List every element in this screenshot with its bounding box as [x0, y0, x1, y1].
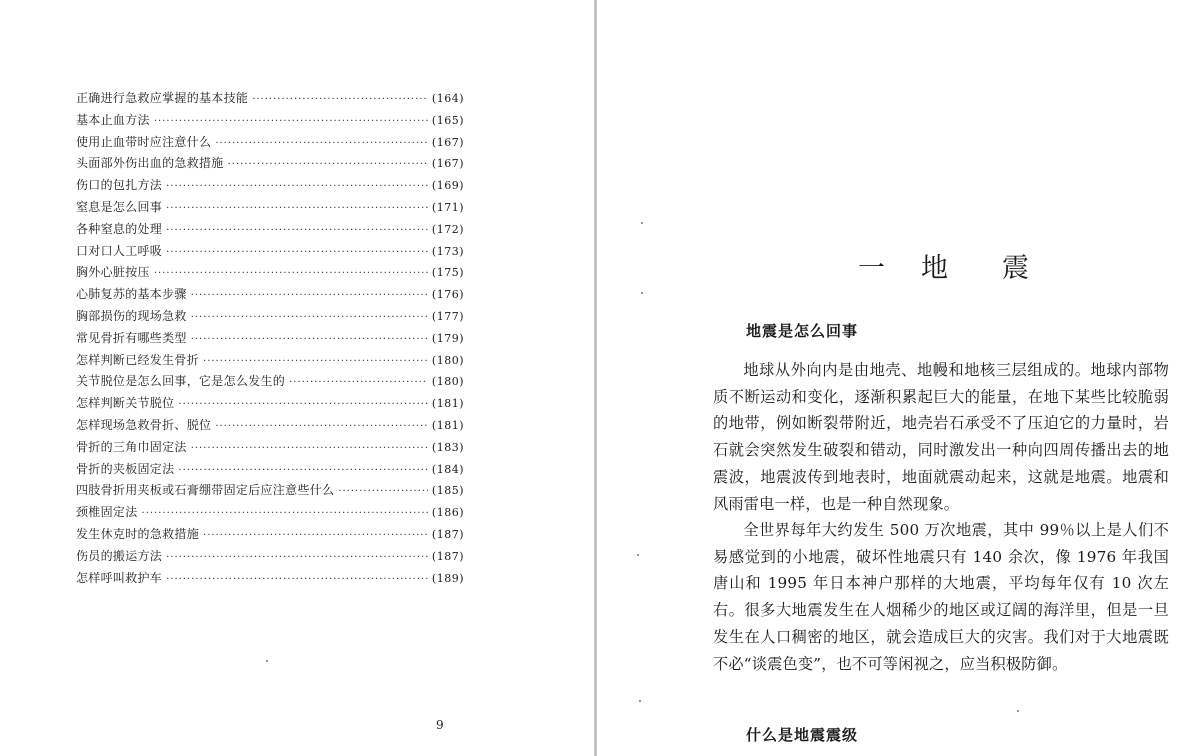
scan-speck — [637, 554, 639, 556]
toc-entry-page: (187) — [431, 549, 464, 563]
toc-entry — [76, 328, 464, 350]
toc-entry — [76, 110, 464, 132]
chapter-title-char-1: 地 — [921, 253, 948, 284]
toc-entry — [76, 284, 464, 306]
toc-entry-page: (183) — [431, 440, 464, 454]
chapter-number: 一 — [858, 253, 885, 284]
toc-entry-page: (167) — [431, 135, 464, 149]
toc-entry-page: (171) — [431, 200, 464, 214]
toc-entry-page: (181) — [431, 397, 464, 411]
chapter-title-char-2: 震 — [1002, 253, 1029, 284]
toc-leader-dots — [203, 525, 428, 547]
toc-entry-title: 怎样现场急救骨折、脱位 — [76, 417, 212, 432]
toc-entry — [76, 153, 464, 175]
toc-entry-page: (175) — [431, 266, 464, 280]
toc-entry-page: (180) — [431, 353, 464, 367]
toc-entry — [76, 262, 464, 284]
toc-leader-dots — [178, 394, 428, 416]
toc-entry-page: (176) — [431, 288, 464, 302]
toc-entry-page: (185) — [431, 484, 464, 498]
toc-entry-page: (173) — [431, 244, 464, 258]
toc-leader-dots — [215, 416, 428, 438]
toc-entry-title: 各种窒息的处理 — [76, 221, 163, 236]
toc-entry-title: 口对口人工呼吸 — [76, 243, 163, 258]
toc-entry — [76, 306, 464, 328]
toc-leader-dots — [228, 154, 428, 176]
toc-entry-title: 骨折的夹板固定法 — [76, 461, 175, 476]
toc-entry-title: 发生休克时的急救措施 — [76, 526, 200, 541]
toc-leader-dots — [252, 89, 428, 111]
toc-entry-page: (172) — [431, 222, 464, 236]
toc-entry-title: 胸外心脏按压 — [76, 265, 150, 280]
toc-entry — [76, 371, 464, 393]
scan-speck — [266, 660, 268, 662]
toc-entry-title: 四肢骨折用夹板或石膏绷带固定后应注意些什么 — [76, 483, 335, 498]
toc-entry — [76, 241, 464, 263]
toc-entry-page: (177) — [431, 309, 464, 323]
toc-entry-title: 关节脱位是怎么回事，它是怎么发生的 — [76, 374, 286, 389]
toc-entry — [76, 175, 464, 197]
toc-leader-dots — [166, 569, 428, 591]
scan-speck — [1017, 710, 1019, 712]
table-of-contents — [76, 88, 464, 589]
toc-entry-page: (180) — [431, 375, 464, 389]
toc-entry-page: (184) — [431, 462, 464, 476]
toc-entry-title: 使用止血带时应注意什么 — [76, 134, 212, 149]
scan-speck — [641, 292, 643, 294]
toc-leader-dots — [154, 111, 428, 133]
toc-entry-title: 骨折的三角巾固定法 — [76, 439, 187, 454]
toc-entry-title: 基本止血方法 — [76, 112, 150, 127]
toc-entry — [76, 437, 464, 459]
paragraph-earth-structure: 地球从外向内是由地壳、地幔和地核三层组成的。地球内部物质不断运动和变化，逐渐积累起巨大的能量，在地下某些比较脆弱的地带，例如断裂带附近，地壳岩石承受不了压迫它的力量时，岩石就会突然发生破裂和错动，同时激发出一种向四周传播出去的地震波，地震波传到地表时，地面就震动起来，这就是地震。地震和风雨雷电一样，也是一种自然现象。 — [713, 361, 1169, 513]
toc-entry-title: 怎样判断已经发生骨折 — [76, 352, 200, 367]
toc-entry-title: 常见骨折有哪些类型 — [76, 330, 187, 345]
left-page-number: 9 — [436, 718, 444, 732]
toc-entry — [76, 350, 464, 372]
toc-entry-title: 心肺复苏的基本步骤 — [76, 287, 187, 302]
toc-entry-title: 窒息是怎么回事 — [76, 199, 163, 214]
toc-entry-page: (169) — [431, 179, 464, 193]
section-heading-what-is-earthquake: 地震是怎么回事 — [746, 322, 859, 340]
toc-entry-page: (165) — [431, 113, 464, 127]
toc-entry — [76, 459, 464, 481]
section-heading-magnitude: 什么是地震震级 — [746, 726, 859, 744]
toc-entry — [76, 132, 464, 154]
toc-entry — [76, 524, 464, 546]
toc-leader-dots — [191, 329, 428, 351]
toc-entry-title: 胸部损伤的现场急救 — [76, 308, 187, 323]
toc-entry — [76, 88, 464, 110]
toc-leader-dots — [166, 547, 428, 569]
scan-speck — [641, 222, 643, 224]
toc-entry — [76, 480, 464, 502]
toc-leader-dots — [178, 460, 428, 482]
toc-entry — [76, 393, 464, 415]
toc-entry-title: 伤口的包扎方法 — [76, 178, 163, 193]
toc-entry — [76, 568, 464, 590]
toc-entry — [76, 197, 464, 219]
toc-entry-title: 怎样判断关节脱位 — [76, 396, 175, 411]
toc-entry-title: 怎样呼叫救护车 — [76, 570, 163, 585]
toc-leader-dots — [166, 176, 428, 198]
toc-leader-dots — [166, 198, 428, 220]
toc-entry-page: (189) — [431, 571, 464, 585]
toc-entry-title: 正确进行急救应掌握的基本技能 — [76, 91, 249, 105]
toc-leader-dots — [166, 242, 428, 264]
toc-entry-title: 伤员的搬运方法 — [76, 548, 163, 563]
toc-leader-dots — [191, 285, 428, 307]
toc-leader-dots — [215, 133, 428, 155]
toc-entry-page: (167) — [431, 157, 464, 171]
toc-entry — [76, 219, 464, 241]
paragraph-earthquake-frequency: 全世界每年大约发生 500 万次地震，其中 99％以上是人们不易感觉到的小地震，破坏性地震只有 140 余次，像 1976 年我国唐山和 1995 年日本神户那样的大地震，平均每年仅有 10 次左右。很多大地震发生在人烟稀少的地区或辽阔的海洋里，但是一旦发生在人口稠密的地区，就会造成巨大的灾害。我们对于大地震既不必“谈震色变”，也不可等闲视之，应当积极防御。 — [713, 521, 1169, 673]
left-page — [0, 0, 594, 756]
toc-leader-dots — [166, 220, 428, 242]
toc-leader-dots — [191, 307, 428, 329]
toc-entry-title: 头面部外伤出血的急救措施 — [76, 156, 224, 171]
toc-leader-dots — [154, 263, 428, 285]
toc-leader-dots — [191, 438, 428, 460]
toc-entry — [76, 502, 464, 524]
toc-entry-page: (164) — [431, 92, 464, 105]
toc-entry-title: 颈椎固定法 — [76, 505, 138, 520]
toc-leader-dots — [338, 481, 428, 503]
toc-leader-dots — [289, 372, 428, 394]
toc-entry-page: (186) — [431, 506, 464, 520]
toc-leader-dots — [203, 351, 428, 373]
toc-leader-dots — [142, 503, 428, 525]
toc-entry-page: (179) — [431, 331, 464, 345]
toc-entry — [76, 546, 464, 568]
toc-entry — [76, 415, 464, 437]
toc-entry-page: (187) — [431, 527, 464, 541]
scan-speck — [639, 700, 641, 702]
chapter-title — [858, 246, 1029, 285]
toc-entry-page: (181) — [431, 418, 464, 432]
